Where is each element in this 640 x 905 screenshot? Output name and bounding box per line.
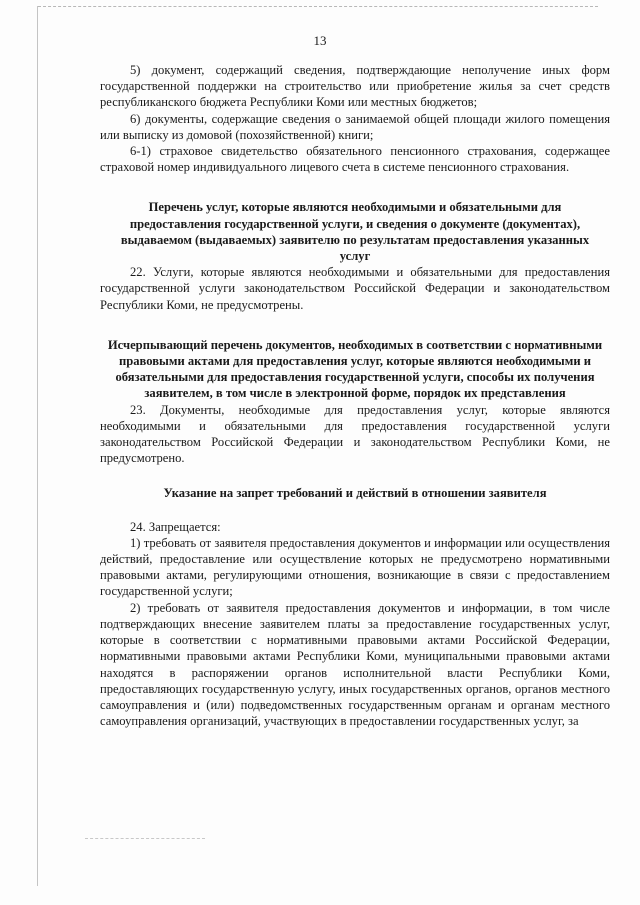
- section-heading-documents-list: Исчерпывающий перечень документов, необходимых в соответствии с нормативными правовыми актами для предоставления услуг, которые являются необходимыми и обязательными для предоставления государственной услуги, способы их получения заявителем, в том числе в электронной форме, порядок их представления: [107, 337, 603, 401]
- scan-edge-left: [37, 6, 38, 886]
- paragraph-item-5: 5) документ, содержащий сведения, подтверждающие неполучение иных форм государственной поддержки на строительство или приобретение жилья за счет средств республиканского бюджета Республики Коми или местных бюджетов;: [100, 63, 610, 110]
- section-heading-prohibitions: Указание на запрет требований и действий в отношении заявителя: [163, 486, 547, 501]
- paragraph-24-item-1: 1) требовать от заявителя предоставления документов и информации или осуществления действий, предоставление или осуществление которых не предусмотрено нормативными правовыми актами, регулирующими отношения, возникающие в связи с предоставлением государственной услуги;: [100, 535, 610, 599]
- scan-edge-top: [38, 6, 598, 7]
- scan-edge-bottom: [85, 838, 205, 839]
- paragraph-24-item-2: 2) требовать от заявителя предоставления документов и информации, в том числе подтверждающих внесение заявителем платы за предоставление государственных услуг, которые в соответствии с нормативными правовыми актами Российской Федерации, нормативными правовыми актами Республики Коми, муниципальными правовыми актами находятся в распоряжении органов исполнительной власти Республики Коми, предоставляющих государственную услугу, иных государственных органов, органов местного самоуправления и (или) подведомственных государственным органам и органам местного самоуправления организаций, участвующих в предоставлении государственных услуг, за: [100, 600, 610, 729]
- paragraph-item-6-1: 6-1) страховое свидетельство обязательного пенсионного страхования, содержащее страховой номер индивидуального лицевого счета в системе пенсионного страхования.: [100, 144, 610, 175]
- paragraph-23: 23. Документы, необходимые для предоставления услуг, которые являются необходимыми и обязательными для предоставления государственной услуги законодательством Российской Федерации и законодательством Республики Коми, не предусмотрено.: [100, 402, 610, 466]
- paragraph-24: 24. Запрещается:: [130, 519, 221, 534]
- paragraph-item-6: 6) документы, содержащие сведения о занимаемой общей площади жилого помещения или выписку из домовой (похозяйственной) книги;: [100, 111, 610, 142]
- page-number: 13: [313, 33, 327, 48]
- section-heading-services-list: Перечень услуг, которые являются необходимыми и обязательными для предоставления государственной услуги, и сведения о документе (документах), выдаваемом (выдаваемых) заявителю по результатам предоставления указанных услуг: [120, 200, 590, 264]
- document-body: [100, 62, 610, 729]
- paragraph-22: 22. Услуги, которые являются необходимыми и обязательными для предоставления государственной услуги законодательством Российской Федерации и законодательством Республики Коми, не предусмотрены.: [100, 265, 610, 312]
